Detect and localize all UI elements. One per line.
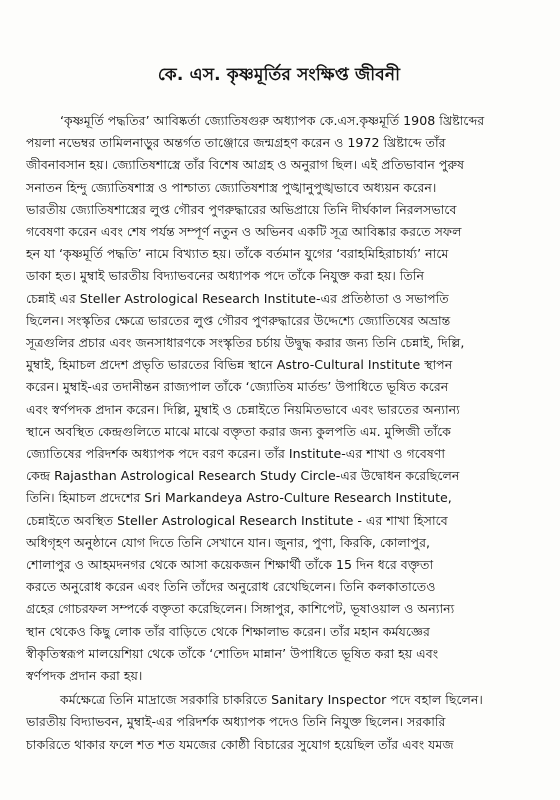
text-line: ভারতীয় বিদ্যাভবন, মুম্বাই-এর পরিদর্শক অধ্যাপক পদেও তিনি নিযুক্ত ছিলেন। সরকারি [26, 714, 446, 730]
text-line: জ্যোতিষের পরিদর্শক অধ্যাপক পদে বরণ করেন। তাঁর Institute-এর শাখা ও গবেষণা [26, 446, 446, 462]
text-line: স্বীকৃতিস্বরূপ মালয়েশিয়া থেকে তাঁকে ‘শোতিদ মান্নান’ উপাধিতে ভূষিত করা হয় এবং [26, 645, 439, 661]
text-line: স্থানে অবস্থিত কেন্দ্রগুলিতে মাঝে মাঝে বক্তৃতা করার জন্য কুলপতি এম. মুন্সিজী তাঁকে [26, 423, 451, 439]
text-line: করেন। মুম্বাই-এর তদানীন্তন রাজ্যপাল তাঁকে ‘জ্যোতিষ মার্তন্ড’ উপাধিতে ভূষিত করেন [26, 379, 449, 395]
text-line: জীবনাবসান হয়। জ্যোতিষশাস্ত্রে তাঁর বিশেষ আগ্রহ ও অনুরাগ ছিল। এই প্রতিভাবান পুরুষ [26, 157, 465, 173]
biography-paragraph-1 [26, 110, 532, 687]
text-line: শোলাপুর ও আহমদনগর থেকে আসা কয়েকজন শিক্ষার্থী তাঁকে 15 দিন ধরে বক্তৃতা [26, 557, 434, 573]
text-line: চাকরিতে থাকার ফলে শত শত যমজের কোষ্ঠী বিচারের সুযোগ হয়েছিল তাঁর এবং যমজ [26, 736, 454, 752]
text-line: চেন্নাই এর Steller Astrological Research Institute-এর প্রতিষ্ঠাতা ও সভাপতি [26, 290, 449, 306]
text-line: ভারতীয় জ্যোতিষশাস্ত্রের লুপ্ত গৌরব পুণরুদ্ধারের অভিপ্রায়ে তিনি দীর্ঘকাল নিরলসভাবে [26, 201, 457, 217]
text-line: ‘কৃষ্ণমূর্তি পদ্ধতির’ আবিষ্কর্তা জ্যোতিষগুরু অধ্যাপক কে.এস.কৃষ্ণমূর্তি 1908 খ্রিষ্টাব্দের [60, 113, 485, 128]
text-line: গবেষণা করেন এবং শেষ পর্যন্ত সম্পূর্ণ নতুন ও অভিনব একটি সূত্র আবিষ্কার করতে সফল [26, 224, 462, 240]
text-line: করতে অনুরোধ করেন এবং তিনি তাঁদের অনুরোধ রেখেছিলেন। তিনি কলকাতাতেও [26, 579, 436, 595]
text-line: মুম্বাই, হিমাচল প্রদেশ প্রভৃতি ভারতের বিভিন্ন স্থানে Astro-Cultural Institute স্থাপন [26, 357, 453, 373]
text-line: সনাতন হিন্দু জ্যোতিষশাস্ত্র ও পাশ্চাত্য জ্যোতিষশাস্ত্র পুঙ্খানুপুঙ্খভাবে অধ্যয়ন করেন। [26, 179, 437, 195]
text-line: তিনি। হিমাচল প্রদেশের Sri Markandeya Astro-Culture Research Institute, [26, 490, 452, 506]
text-line: সূত্রগুলির প্রচার এবং জনসাধারণকে সংস্কৃতির চর্চায় উদ্বুদ্ধ করার জন্য তিনি চেন্নাই, দিল্লি, [26, 335, 465, 351]
text-line: স্বর্ণপদক প্রদান করা হয়। [26, 668, 143, 684]
text-line: হন যা ‘কৃষ্ণমূর্তি পদ্ধতি’ নামে বিখ্যাত হয়। তাঁকে বর্তমান যুগের ‘বরাহমিহিরাচার্য্য’ নামে [26, 246, 449, 262]
text-line: পয়লা নভেম্বর তামিলনাড়ুর অন্তর্গত তাঞ্জোরে জন্মগ্রহণ করেন ও 1972 খ্রিষ্টাব্দে তাঁর [26, 135, 446, 151]
text-line: অধিগৃহণ অনুষ্ঠানে যোগ দিতে তিনি সেখানে যান। জুনার, পুণা, কিরকি, কোলাপুর, [26, 534, 431, 550]
biography-paragraph-2 [26, 689, 532, 756]
text-line: এবং স্বর্ণপদক প্রদান করেন। দিল্লি, মুম্বাই ও চেন্নাইতে নিয়মিতভাবে এবং ভারতের অন্যান্য [26, 401, 460, 417]
text-line: ডাকা হত। মুম্বাই ভারতীয় বিদ্যাভবনের অধ্যাপক পদে তাঁকে নিযুক্ত করা হয়। তিনি [26, 268, 425, 284]
text-line: স্থান থেকেও কিছু লোক তাঁর বাড়িতে থেকে শিক্ষালাভ করেন। তাঁর মহান কর্মযজ্ঞের [26, 623, 430, 639]
text-line: গ্রহের গোচরফল সম্পর্কে বক্তৃতা করেছিলেন। সিঙ্গাপুর, কাশিপেট, ভূষাওয়াল ও অন্যান্য [26, 601, 455, 617]
text-line: চেন্নাইতে অবস্থিত Steller Astrological Research Institute - এর শাখা হিসাবে [26, 512, 448, 528]
page-title: কে. এস. কৃষ্ণমূর্তির সংক্ষিপ্ত জীবনী [157, 65, 401, 85]
text-line: কেন্দ্র Rajasthan Astrological Research Study Circle-এর উদ্বোধন করেছিলেন [26, 468, 460, 484]
text-line: ছিলেন। সংস্কৃতির ক্ষেত্রে ভারতের লুপ্ত গৌরব পুণরুদ্ধারের উদ্দেশ্যে জ্যোতিষের অভ্রান্ত [26, 312, 451, 328]
text-line: কর্মক্ষেত্রে তিনি মাদ্রাজে সরকারি চাকরিতে Sanitary Inspector পদে বহাল ছিলেন। [60, 692, 483, 708]
